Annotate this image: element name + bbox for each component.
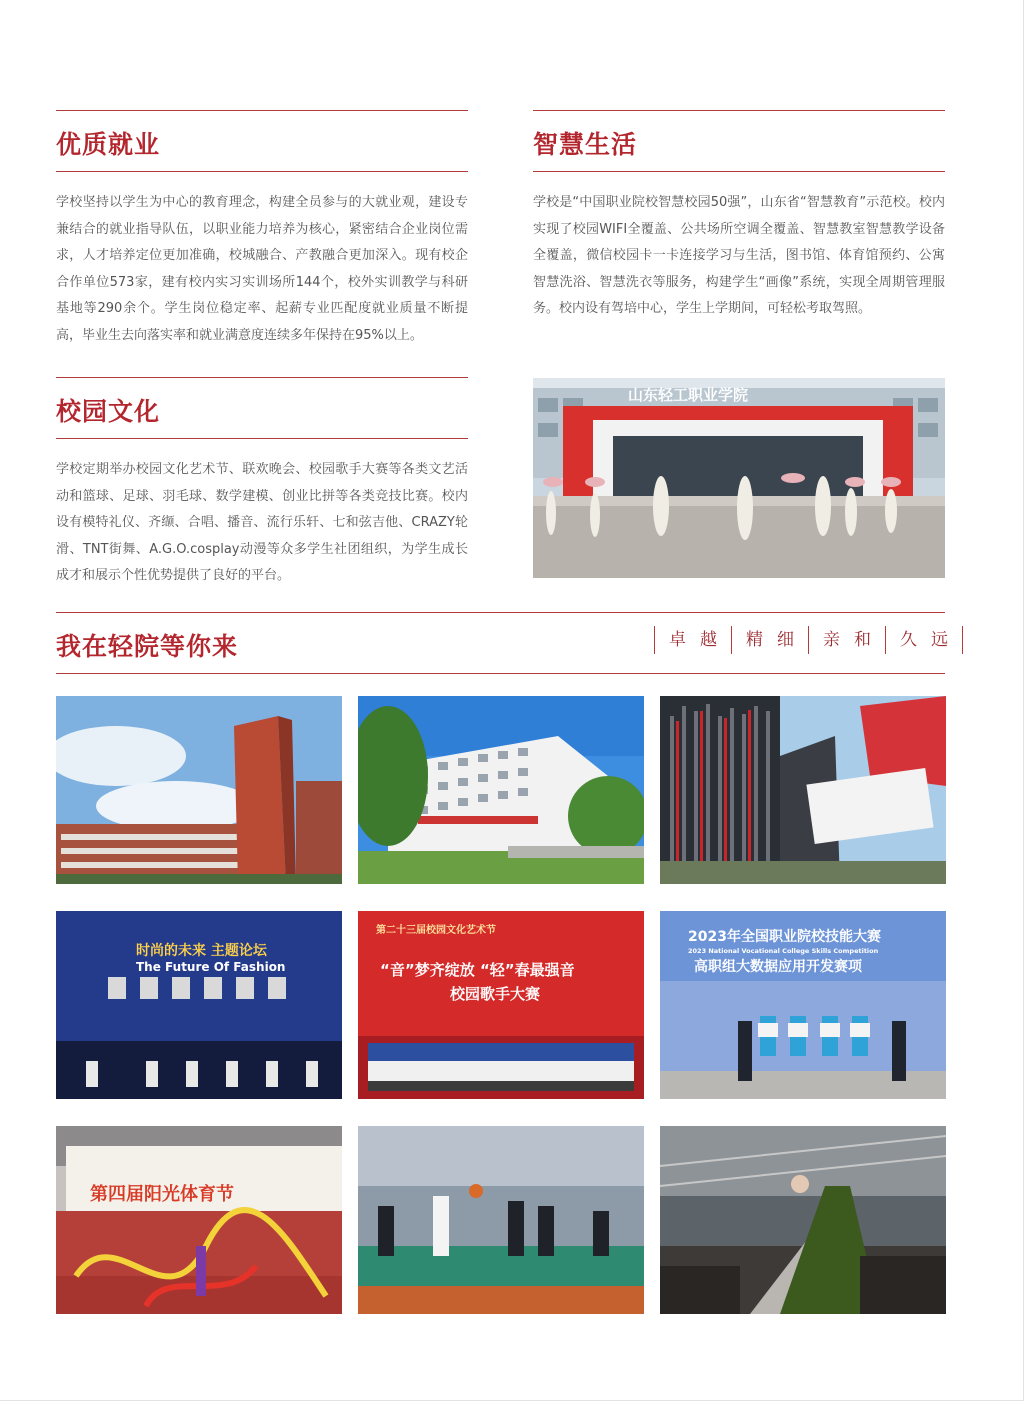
photo-dance-performance bbox=[533, 378, 945, 578]
section-title: 优质就业 bbox=[56, 130, 161, 159]
section-body: 学校坚持以学生为中心的教育理念，构建全员参与的大就业观，建设专兼结合的就业指导队伍，以职业能力培养为核心，紧密结合企业岗位需求，人才培养定位更加准确，校城融合、产教融合更加深入。现有校企合作单位573家，建有校内实习实训场所144个，校外实训教学与科研基地等290余个。学生岗位稳定率、起薪专业匹配度就业质量不断提高，毕业生去向落实率和就业满意度连续多年保持在95%以上。 bbox=[56, 195, 468, 343]
forum-title-text: 时尚的未来 主题论坛 bbox=[136, 943, 267, 959]
sports-banner-text: 第四届阳光体育节 bbox=[90, 1184, 234, 1205]
section-bottom-rule bbox=[56, 438, 468, 439]
section-title: 我在轻院等你来 bbox=[56, 632, 239, 661]
photo-skills-competition bbox=[660, 911, 946, 1099]
photo-singer-contest bbox=[358, 911, 644, 1099]
slogan-bar bbox=[654, 626, 963, 654]
singer-line1-text: “音”梦齐绽放 “轻”春最强音 bbox=[380, 961, 575, 979]
slogan-item: 亲和 bbox=[808, 626, 885, 654]
photo-sports-festival bbox=[56, 1126, 342, 1314]
section-title: 校园文化 bbox=[56, 397, 161, 426]
forum-subtitle-text: The Future Of Fashion bbox=[136, 960, 286, 974]
section-title: 智慧生活 bbox=[533, 130, 638, 159]
skills-sub-text: 高职组大数据应用开发赛项 bbox=[694, 959, 862, 975]
photo-fashion-runway bbox=[660, 1126, 946, 1314]
photo-1960-monument bbox=[660, 696, 946, 884]
section-bottom-rule bbox=[533, 171, 945, 172]
photo-campus-tower bbox=[56, 696, 342, 884]
section-campus-culture bbox=[56, 377, 468, 590]
photo-fashion-forum bbox=[56, 911, 342, 1099]
singer-top-text: 第二十三届校园文化艺术节 bbox=[376, 925, 496, 936]
section-employment bbox=[56, 110, 468, 350]
skills-title-text: 2023年全国职业院校技能大赛 bbox=[688, 929, 881, 945]
skills-en-text: 2023 National Vocational College Skills Competition bbox=[688, 947, 879, 955]
section-bottom-rule bbox=[56, 171, 468, 172]
section-body: 学校是“中国职业院校智慧校园50强”，山东省“智慧教育”示范校。校内实现了校园WIFI全覆盖、公共场所空调全覆盖、智慧教室智慧教学设备全覆盖，微信校园卡一卡连接学习与生活，图书馆、体育馆预约、公寓智慧洗浴、智慧洗衣等服务，构建学生“画像”系统，实现全周期管理服务。校内设有驾培中心，学生上学期间，可轻松考取驾照。 bbox=[533, 195, 945, 317]
section-bottom-rule bbox=[56, 673, 945, 674]
dance-sign-text: 山东轻工职业学院 bbox=[628, 386, 749, 404]
slogan-item: 久远 bbox=[885, 626, 963, 654]
section-smart-life bbox=[533, 110, 945, 323]
section-body: 学校定期举办校园文化艺术节、联欢晚会、校园歌手大赛等各类文艺活动和篮球、足球、羽毛球、数学建模、创业比拼等各类竞技比赛。校内设有模特礼仪、齐缬、合唱、播音、流行乐轩、七和弦吉他、CRAZY轮滑、TNT街舞、A.G.O.cosplay动漫等众多学生社团组织，为学生成长成才和展示个性优势提供了良好的平台。 bbox=[56, 462, 468, 584]
slogan-item: 卓越 bbox=[654, 626, 731, 654]
photo-basketball-game bbox=[358, 1126, 644, 1314]
singer-line2-text: 校园歌手大赛 bbox=[450, 985, 541, 1003]
slogan-item: 精细 bbox=[731, 626, 808, 654]
photo-white-building bbox=[358, 696, 644, 884]
